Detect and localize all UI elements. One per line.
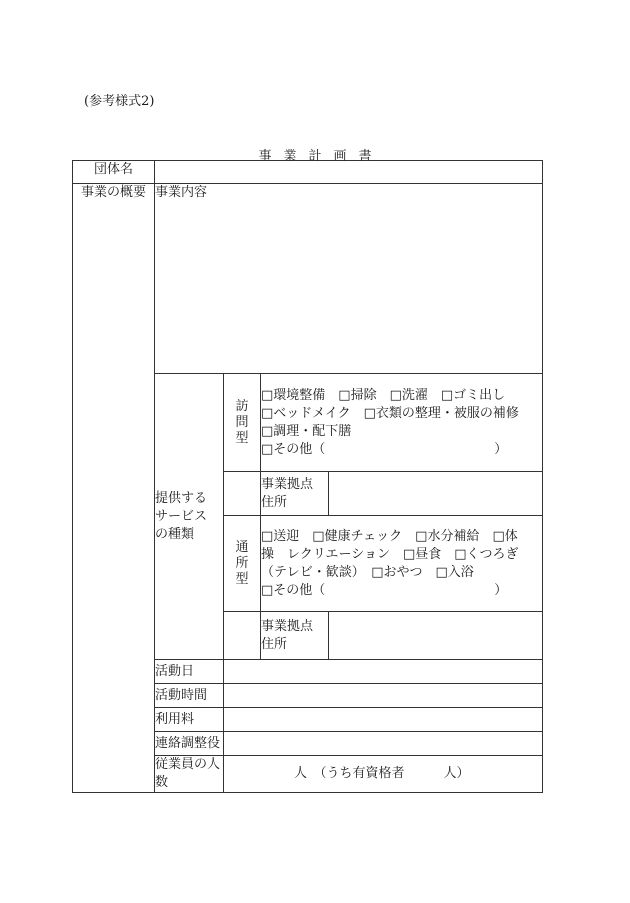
commute-option-line: □送迎 □健康チェック □水分補給 □体	[261, 528, 518, 544]
visit-option-line: □その他（ ）	[261, 441, 508, 457]
title-char: 事	[258, 149, 272, 164]
title-char: 書	[358, 149, 372, 164]
commute-options[interactable]	[261, 516, 543, 612]
commute-option-line: （テレビ・歓談） □おやつ □入浴	[261, 564, 474, 580]
commute-type-cell	[224, 516, 261, 612]
commute-type-spacer	[224, 612, 261, 660]
visit-option-line: □調理・配下膳	[261, 423, 352, 439]
business-content-label: 事業内容	[155, 185, 208, 200]
activity-time-label: 活動時間	[155, 684, 224, 708]
title-char: 計	[308, 149, 322, 164]
commute-option-line: 操 レクリエーション □昼食 □くつろぎ	[261, 546, 519, 562]
staff-count-text: 人 （うち有資格者 人）	[294, 766, 470, 781]
commute-base-address-label: 事業拠点 住所	[261, 612, 329, 660]
coordinator-field[interactable]	[224, 732, 543, 756]
visit-base-address-field[interactable]	[329, 472, 543, 516]
visit-option-line: □環境整備 □掃除 □洗濯 □ゴミ出し	[261, 387, 506, 403]
title-char: 業	[283, 149, 297, 164]
activity-time-field[interactable]	[224, 684, 543, 708]
activity-day-label: 活動日	[155, 660, 224, 684]
commute-base-address-field[interactable]	[329, 612, 543, 660]
overview-label: 事業の概要	[73, 184, 155, 793]
coordinator-label: 連絡調整役	[155, 732, 224, 756]
commute-type-label: 通所型	[235, 539, 249, 587]
visit-type-cell	[224, 374, 261, 472]
visit-options[interactable]	[261, 374, 543, 472]
business-content-field[interactable]	[155, 184, 543, 374]
org-name-label: 団体名	[73, 161, 155, 184]
org-name-field[interactable]	[155, 161, 543, 184]
business-plan-table	[72, 160, 543, 793]
visit-type-label: 訪問型	[235, 398, 249, 446]
title-char: 画	[333, 149, 347, 164]
service-types-label: 提供する サービス の種類	[155, 374, 224, 660]
fee-label: 利用料	[155, 708, 224, 732]
commute-option-line: □その他（ ）	[261, 582, 508, 598]
visit-option-line: □ベッドメイク □衣類の整理・被服の補修	[261, 405, 519, 421]
visit-type-spacer	[224, 472, 261, 516]
staff-count-label: 従業員の人数	[155, 756, 224, 793]
activity-day-field[interactable]	[224, 660, 543, 684]
visit-base-address-label: 事業拠点 住所	[261, 472, 329, 516]
fee-field[interactable]	[224, 708, 543, 732]
reference-form-label: (参考様式2)	[84, 94, 155, 109]
staff-count-field[interactable]	[224, 756, 543, 793]
